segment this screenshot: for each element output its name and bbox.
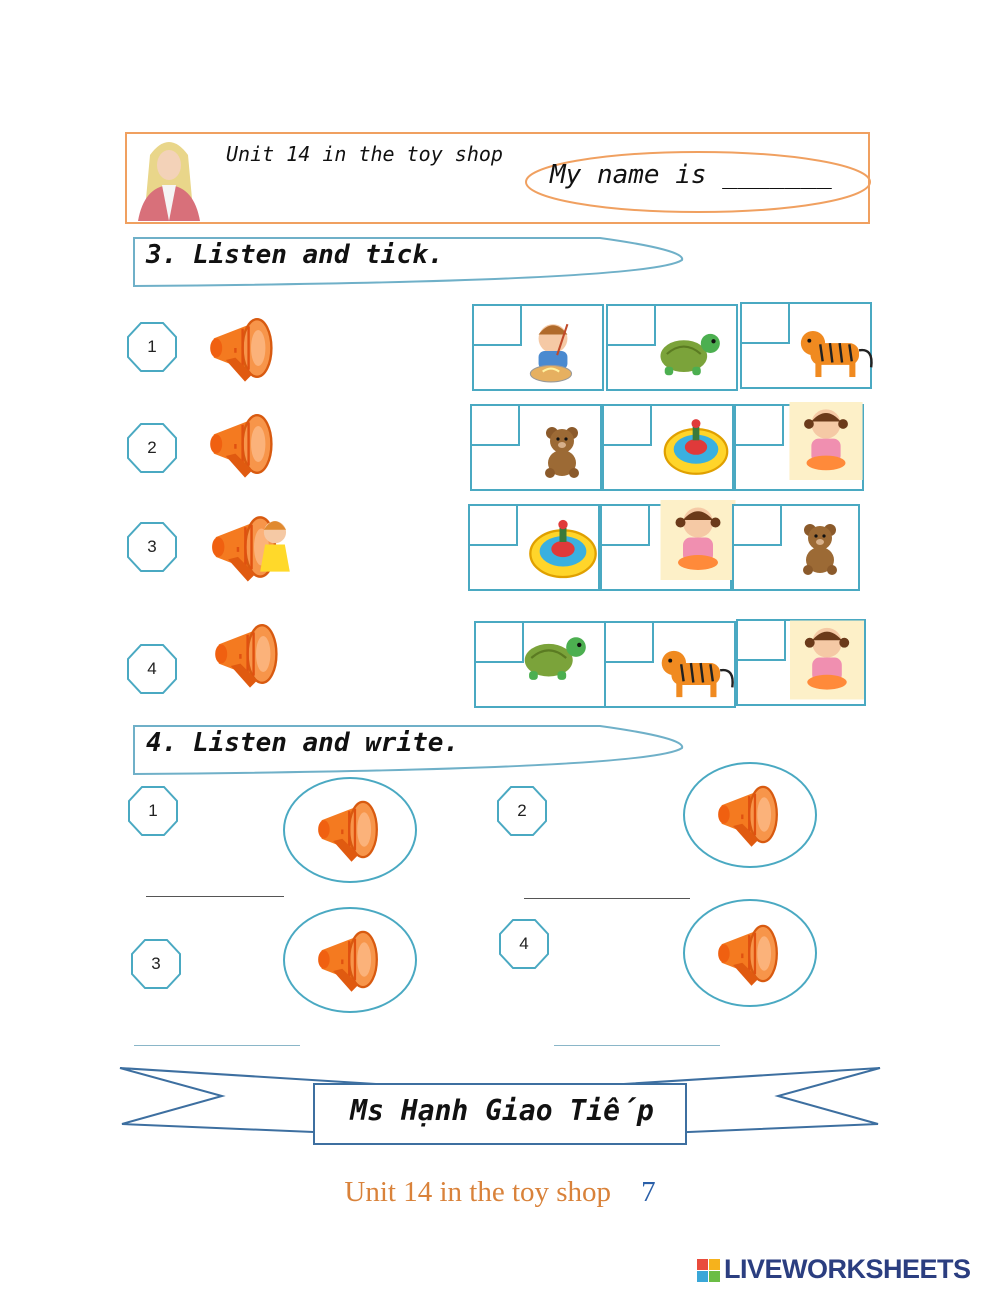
audio-button[interactable] [681,897,819,1009]
brand-name: LIVEWORKSHEETS [724,1254,971,1284]
audio-button[interactable] [281,775,419,885]
teacher-portrait-icon [128,135,210,221]
tick-box[interactable] [602,506,650,546]
page-number: 7 [641,1176,656,1208]
footer [0,1176,1000,1209]
section3-title: 3. Listen and tick. [146,240,444,270]
tick-box[interactable] [738,621,786,661]
girl-eating-icon [790,620,864,700]
tick-box[interactable] [742,304,790,344]
row-number: 4 [147,659,157,678]
item-number: 3 [151,954,161,973]
audio-button[interactable] [681,760,819,870]
teddy-bear-icon [796,518,844,580]
spinning-top-icon [528,518,598,580]
turtle-icon [516,628,588,688]
liveworksheets-logo-icon [697,1259,721,1283]
tick-box[interactable] [604,406,652,446]
boy-eating-noodles-icon [520,316,586,386]
girl-eating-icon [660,500,736,580]
answer-text [524,878,690,898]
tick-box[interactable] [734,506,782,546]
item-number: 4 [519,934,529,953]
item-number: 1 [148,801,158,820]
tick-box[interactable] [472,406,520,446]
banner-text: Ms Hạnh Giao Tiếp [350,1094,654,1127]
megaphone-girl-icon[interactable] [210,510,298,584]
tick-box[interactable] [470,506,518,546]
teddy-bear-icon [538,422,586,482]
row-number: 2 [147,438,157,457]
answer-text [146,876,284,896]
answer-text [134,1025,300,1045]
turtle-icon [652,324,722,384]
tiger-icon [796,326,876,382]
item-number: 2 [517,801,527,820]
answer-line[interactable] [554,1045,720,1046]
answer-line[interactable] [524,898,690,899]
tick-box[interactable] [474,306,522,346]
row-number: 1 [147,337,157,356]
girl-eating-icon [788,402,864,480]
tick-box[interactable] [608,306,656,346]
answer-line[interactable] [134,1045,300,1046]
megaphone-icon[interactable] [205,312,285,384]
tick-box[interactable] [736,406,784,446]
section4-title: 4. Listen and write. [146,728,460,758]
answer-line[interactable] [146,896,284,897]
answer-text [554,1025,720,1045]
megaphone-icon[interactable] [210,618,290,690]
megaphone-icon[interactable] [205,408,285,480]
name-prompt: My name is _______ [550,160,832,190]
tick-box[interactable] [606,623,654,663]
tiger-icon [656,646,738,702]
unit-title: Unit 14 in the toy shop [226,142,503,166]
audio-button[interactable] [281,905,419,1015]
footer-title: Unit 14 in the toy shop [344,1176,612,1208]
row-number: 3 [147,537,157,556]
spinning-top-icon [662,418,730,476]
